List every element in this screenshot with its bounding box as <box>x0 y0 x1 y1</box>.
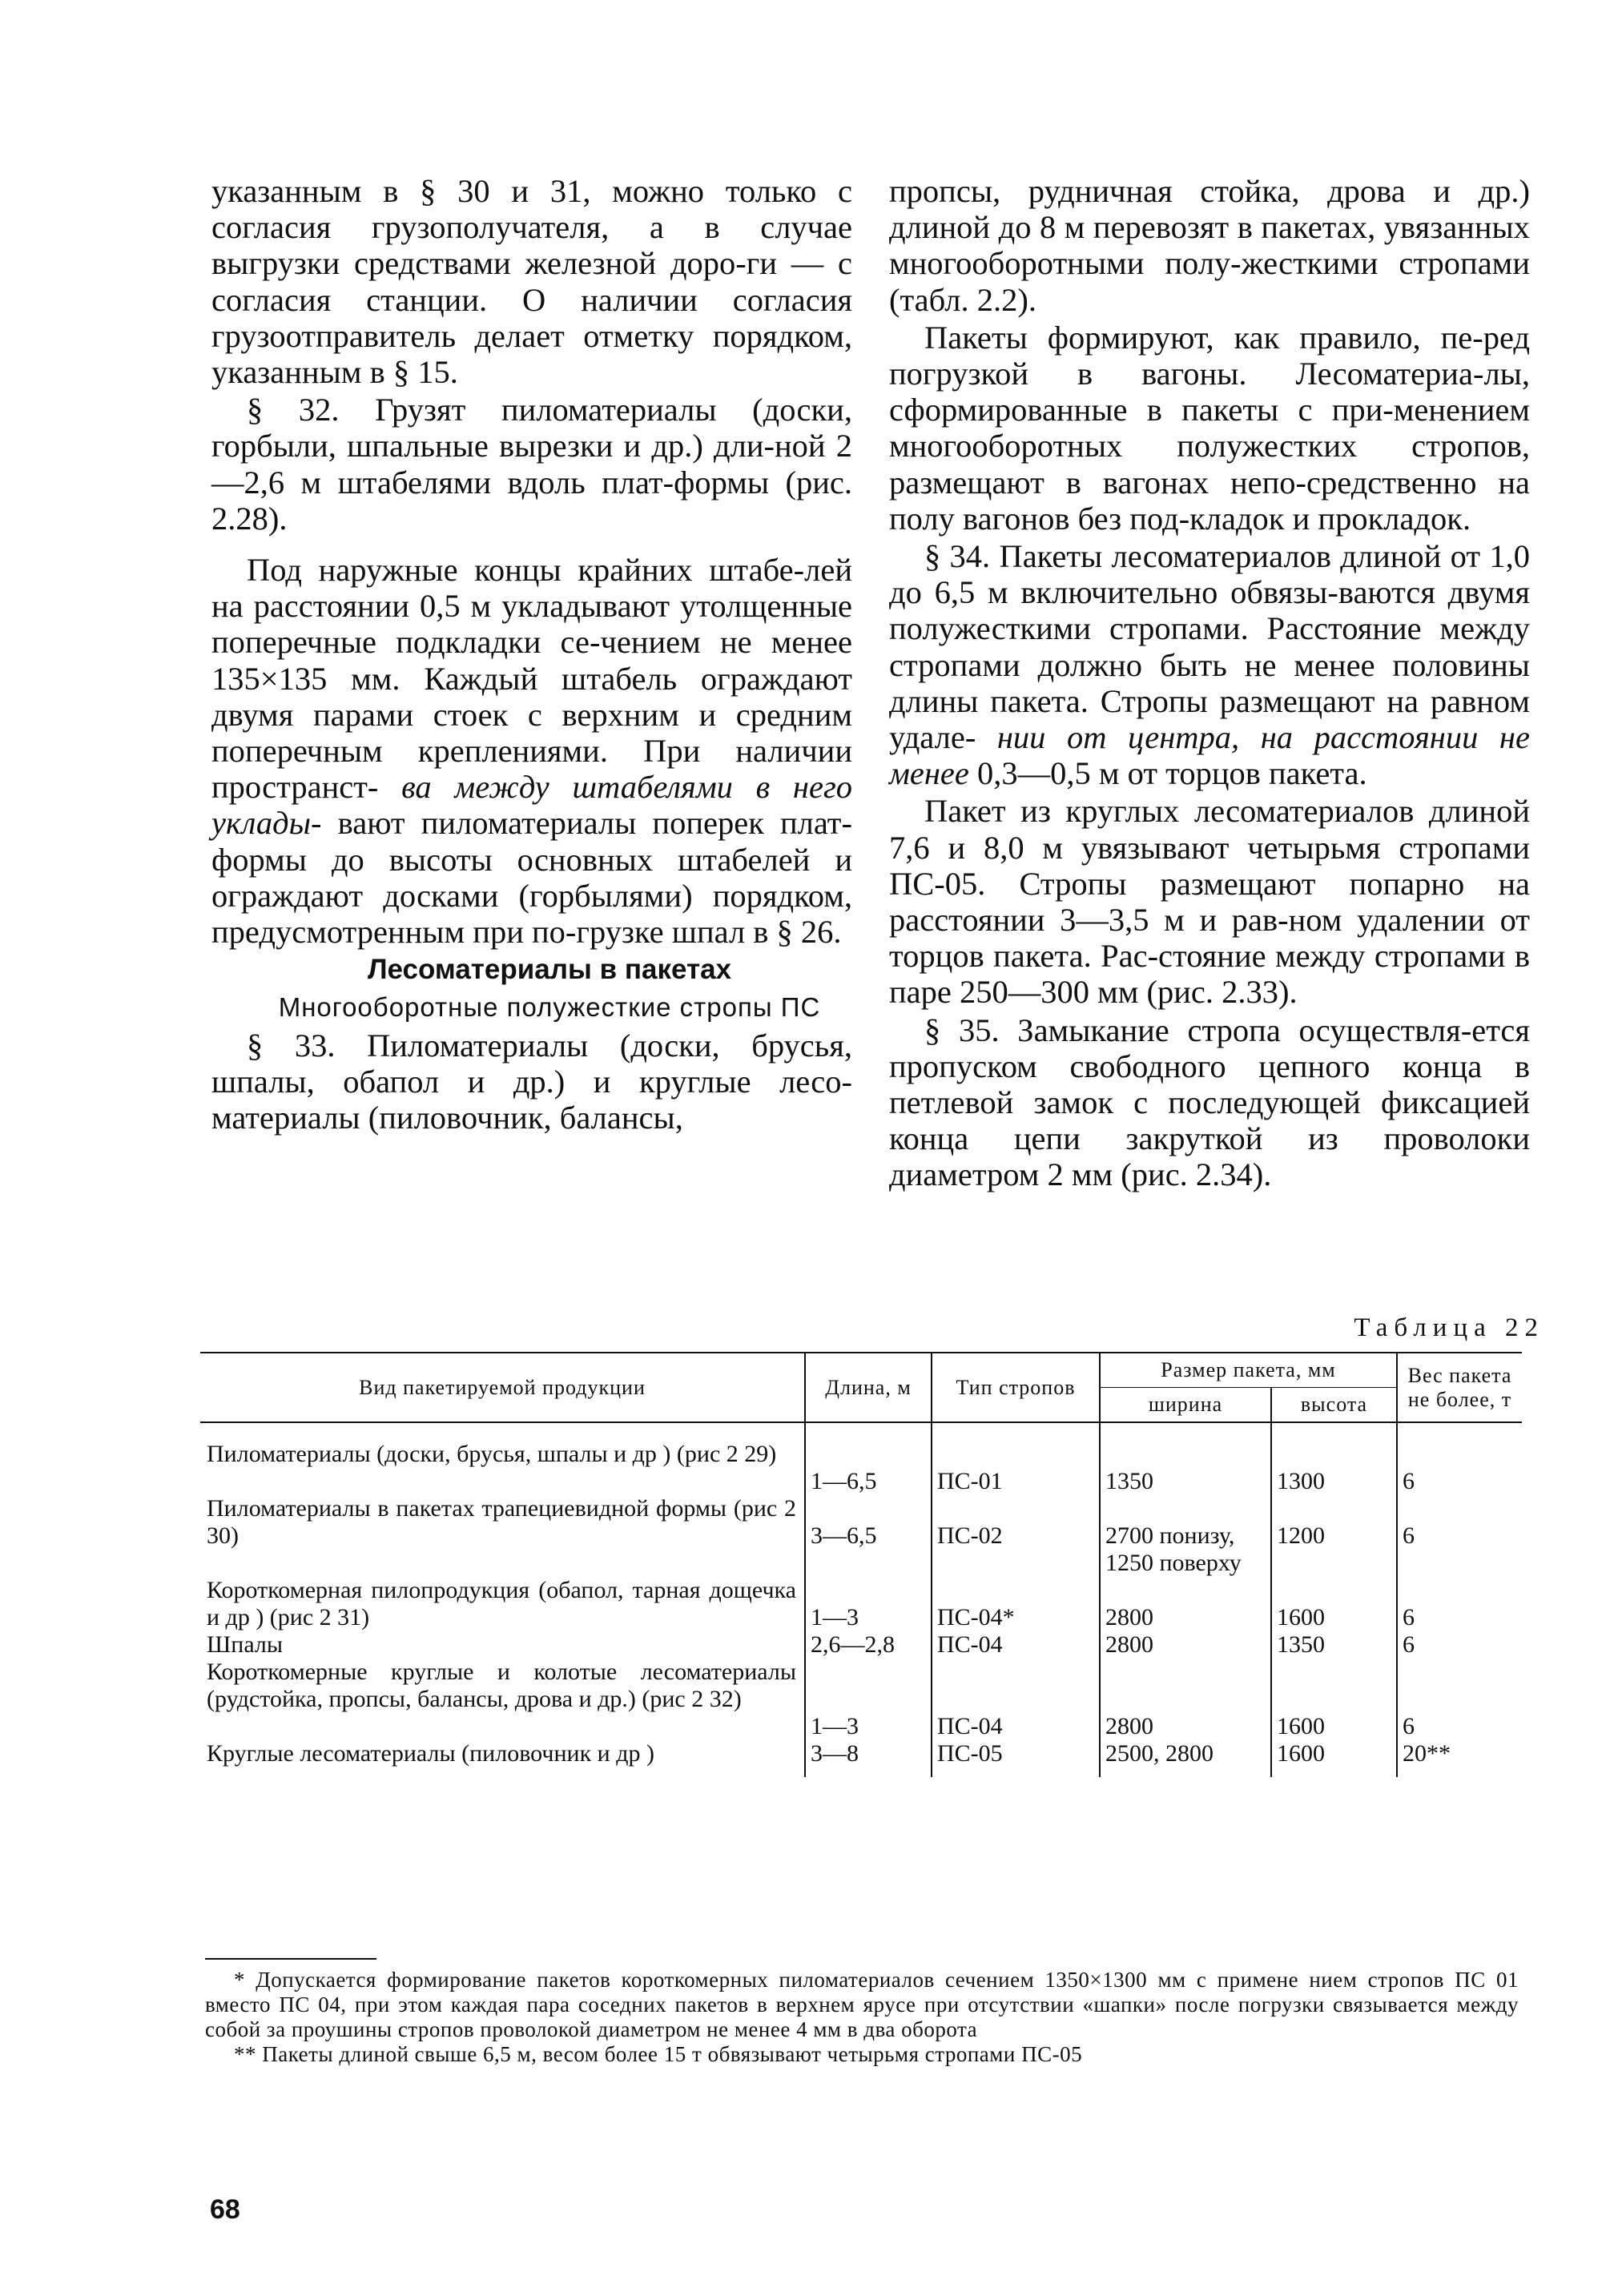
cell-width: 1350 <box>1100 1422 1271 1495</box>
cell-length: 1—3 <box>805 1659 932 1740</box>
paragraph <box>211 552 852 950</box>
cell-type: ПС-01 <box>932 1422 1100 1495</box>
footnotes <box>205 1958 1519 2067</box>
cell-type: ПС-05 <box>932 1740 1100 1777</box>
cell-weight: 6 <box>1397 1422 1522 1495</box>
cell-length: 3—8 <box>805 1740 932 1777</box>
paragraph-text: 0,3—0,5 м от торцов пакета. <box>977 755 1367 792</box>
cell-product: Короткомерная пилопродукция (обапол, тарная дощечка и др ) (рис 2 31) <box>207 1577 796 1631</box>
cell-height: 1200 <box>1271 1495 1397 1577</box>
paragraph: Пакет из круглых лесоматериалов длиной 7,6 и 8,0 м увязывают четырьмя стропами ПС-05. Стропы размещают попарно на расстоянии 3—3,5 м и рав-ном удалении от торцов пакета. Рас-стояние между стропами в паре 250—300 мм (рис. 2.33). <box>889 793 1530 1011</box>
cell-type: ПС-04 <box>932 1631 1100 1659</box>
cell-weight: 6 <box>1397 1577 1522 1631</box>
cell-width: 2500, 2800 <box>1100 1740 1271 1777</box>
footnote: * Допускается формирование пакетов короткомерных пиломатериалов сечением 1350×1300 мм с примене нием стропов ПС 01 вместо ПС 04, при этом каждая пара соседних пакетов в верхнем ярусе при отсутствии «шапки» после погрузки связывается между собой за проушины стропов проволокой диаметром не менее 4 мм в два оборота <box>205 1968 1519 2041</box>
cell-length: 3—6,5 <box>805 1495 932 1577</box>
paragraph: указанным в § 30 и 31, можно только с согласия грузополучателя, а в случае выгрузки средствами железной доро-ги — с согласия станции. О наличии согласия грузоотправитель делает отметку порядком, указанным в § 15. <box>211 173 852 391</box>
table-row <box>200 1577 1522 1631</box>
cell-product: Круглые лесоматериалы (пиловочник и др ) <box>207 1740 654 1767</box>
table-row <box>200 1740 1522 1777</box>
paragraph-section-33: § 33. Пиломатериалы (доски, брусья, шпалы, обапол и др.) и круглые лесо-материалы (пиловочник, балансы, <box>211 1027 852 1136</box>
cell-product: Пиломатериалы (доски, брусья, шпалы и др ) (рис 2 29) <box>207 1441 777 1467</box>
table-row <box>200 1495 1522 1577</box>
paragraph: Пакеты формируют, как правило, пе-ред погрузкой в вагоны. Лесоматериа-лы, сформированные в пакеты с при-менением многооборотных полужестких стропов, размещают в вагонах непо-средственно на полу вагонов без под-кладок и прокладок. <box>889 319 1530 537</box>
header-length: Длина, м <box>805 1353 932 1422</box>
cell-product: Пиломатериалы в пакетах трапециевидной формы (рис 2 30) <box>207 1495 796 1549</box>
right-text-column <box>889 173 1530 1193</box>
paragraph-section-35: § 35. Замыкание стропа осуществля-ется пропуском свободного цепного конца в петлевой замок с последующей фиксацией конца цепи закруткой из проволоки диаметром 2 мм (рис. 2.34). <box>889 1011 1530 1193</box>
subsection-heading: Многооборотные полужесткие стропы ПС <box>278 992 821 1023</box>
cell-type: ПС-04 <box>932 1659 1100 1740</box>
cell-weight: 6 <box>1397 1631 1522 1659</box>
table-row <box>200 1631 1522 1659</box>
cell-width: 2700 понизу, 1250 поверху <box>1100 1495 1271 1577</box>
left-text-column <box>211 173 852 1136</box>
footnote-divider <box>205 1958 376 1960</box>
cell-width: 2800 <box>1100 1659 1271 1740</box>
paragraph-section-32: § 32. Грузят пиломатериалы (доски, горбыли, шпальные вырезки и др.) дли-ной 2—2,6 м штабелями вдоль плат-формы (рис. 2.28). <box>211 392 852 537</box>
paragraph: пропсы, рудничная стойка, дрова и др.) длиной до 8 м перевозят в пакетах, увязанных многооборотными полу-жесткими стропами (табл. 2.2). <box>889 173 1530 318</box>
cell-product: Шпалы <box>207 1631 284 1658</box>
cell-weight: 20** <box>1397 1740 1522 1777</box>
paragraph-text: Под наружные концы крайних штабе-лей на расстоянии 0,5 м укладывают утолщенные поперечные подкладки се-чением не менее 135×135 мм. Каждый штабель ограждают двумя парами стоек с верхним и средним поперечным креплениями. При наличии пространст- <box>211 552 852 806</box>
cell-length: 1—3 <box>805 1577 932 1631</box>
header-height: высота <box>1271 1388 1397 1423</box>
page-number: 68 <box>210 2194 240 2225</box>
cell-weight: 6 <box>1397 1659 1522 1740</box>
table-row <box>200 1422 1522 1495</box>
cell-type: ПС-04* <box>932 1577 1100 1631</box>
cell-height: 1600 <box>1271 1577 1397 1631</box>
cell-width: 2800 <box>1100 1631 1271 1659</box>
cell-length: 2,6—2,8 <box>805 1631 932 1659</box>
cell-height: 1300 <box>1271 1422 1397 1495</box>
header-weight: Вес пакета не более, т <box>1397 1353 1522 1422</box>
cell-product: Короткомерные круглые и колотые лесоматериалы (рудстойка, пропсы, балансы, дрова и др.) (рис 2 32) <box>207 1659 796 1712</box>
header-width: ширина <box>1100 1388 1271 1423</box>
paragraph-section-34 <box>889 538 1530 791</box>
section-heading: Лесоматериалы в пакетах <box>367 954 732 986</box>
paragraph-text: § 34. Пакеты лесоматериалов длиной от 1,0 до 6,5 м включительно обвязы-ваются двумя полужесткими стропами. Расстояние между стропами должно быть не менее половины длины пакета. Стропы размещают на равном удале- <box>889 538 1530 756</box>
cell-width: 2800 <box>1100 1577 1271 1631</box>
footnote: ** Пакеты длиной свыше 6,5 м, весом более 15 т обвязывают четырьмя стропами ПС-05 <box>234 2042 1083 2066</box>
cell-weight: 6 <box>1397 1495 1522 1577</box>
cell-type: ПС-02 <box>932 1495 1100 1577</box>
data-table <box>200 1352 1522 1777</box>
paragraph-text: вают пиломатериалы поперек плат-формы до высоты основных штабелей и ограждают досками (горбылями) порядком, предусмотренным при по-грузке шпал в § 26. <box>211 805 852 951</box>
cell-height: 1350 <box>1271 1631 1397 1659</box>
header-product: Вид пакетируемой продукции <box>200 1353 805 1422</box>
italic-text: нии от центра, на расстоянии не менее <box>889 719 1530 792</box>
italic-text: ва между штабелями в него уклады- <box>211 769 852 842</box>
table-header-row <box>200 1353 1522 1388</box>
cell-height: 1600 <box>1271 1659 1397 1740</box>
cell-height: 1600 <box>1271 1740 1397 1777</box>
table-row <box>200 1659 1522 1740</box>
table-caption: Таблица 22 <box>1354 1313 1544 1342</box>
cell-length: 1—6,5 <box>805 1422 932 1495</box>
header-type: Тип стропов <box>932 1353 1100 1422</box>
header-size: Размер пакета, мм <box>1100 1353 1397 1388</box>
